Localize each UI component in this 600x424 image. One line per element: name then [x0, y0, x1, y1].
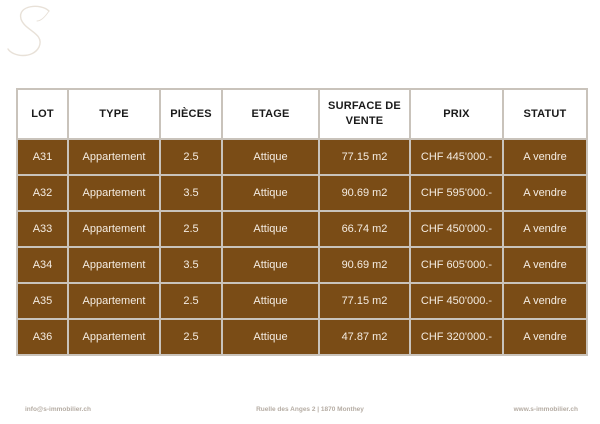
table-body: [17, 139, 587, 355]
footer-website[interactable]: www.s-immobilier.ch: [513, 406, 578, 413]
cell-statut: A vendre: [503, 175, 587, 211]
header-prix: PRIX: [410, 89, 503, 139]
cell-surface: 77.15 m2: [319, 283, 410, 319]
footer-address: Ruelle des Anges 2 | 1870 Monthey: [256, 406, 364, 413]
cell-etage: Attique: [222, 211, 319, 247]
cell-surface: 90.69 m2: [319, 175, 410, 211]
header-etage: ETAGE: [222, 89, 319, 139]
cell-prix: CHF 450'000.-: [410, 211, 503, 247]
header-statut: STATUT: [503, 89, 587, 139]
table-row: [17, 319, 587, 355]
cell-statut: A vendre: [503, 211, 587, 247]
cell-prix: CHF 445'000.-: [410, 139, 503, 175]
cell-statut: A vendre: [503, 247, 587, 283]
cell-surface: 77.15 m2: [319, 139, 410, 175]
cell-type: Appartement: [68, 283, 160, 319]
cell-pieces: 2.5: [160, 211, 222, 247]
cell-lot: A35: [17, 283, 68, 319]
table-row: [17, 247, 587, 283]
header-pieces: PIÈCES: [160, 89, 222, 139]
cell-surface: 90.69 m2: [319, 247, 410, 283]
cell-etage: Attique: [222, 175, 319, 211]
cell-lot: A36: [17, 319, 68, 355]
header-surface-line2: VENTE: [345, 115, 384, 127]
cell-etage: Attique: [222, 139, 319, 175]
cell-lot: A33: [17, 211, 68, 247]
table-header-row: [17, 89, 587, 139]
cell-pieces: 2.5: [160, 283, 222, 319]
cell-etage: Attique: [222, 247, 319, 283]
cell-lot: A32: [17, 175, 68, 211]
s-monogram-icon: [5, 3, 53, 61]
cell-statut: A vendre: [503, 319, 587, 355]
cell-type: Appartement: [68, 247, 160, 283]
cell-etage: Attique: [222, 319, 319, 355]
header-surface: [319, 89, 410, 139]
cell-prix: CHF 605'000.-: [410, 247, 503, 283]
table-row: [17, 211, 587, 247]
cell-surface: 47.87 m2: [319, 319, 410, 355]
table-row: [17, 139, 587, 175]
table-row: [17, 175, 587, 211]
cell-prix: CHF 450'000.-: [410, 283, 503, 319]
cell-pieces: 2.5: [160, 139, 222, 175]
cell-prix: CHF 320'000.-: [410, 319, 503, 355]
lots-table: [16, 88, 588, 356]
cell-surface: 66.74 m2: [319, 211, 410, 247]
cell-lot: A34: [17, 247, 68, 283]
cell-pieces: 3.5: [160, 247, 222, 283]
header-surface-line1: SURFACE DE: [328, 100, 401, 112]
lots-table-container: [16, 88, 586, 354]
cell-pieces: 3.5: [160, 175, 222, 211]
cell-type: Appartement: [68, 175, 160, 211]
cell-type: Appartement: [68, 319, 160, 355]
cell-statut: A vendre: [503, 283, 587, 319]
header-type: TYPE: [68, 89, 160, 139]
footer-email[interactable]: info@s-immobilier.ch: [25, 406, 91, 413]
header-lot: LOT: [17, 89, 68, 139]
cell-statut: A vendre: [503, 139, 587, 175]
cell-etage: Attique: [222, 283, 319, 319]
cell-prix: CHF 595'000.-: [410, 175, 503, 211]
cell-lot: A31: [17, 139, 68, 175]
cell-type: Appartement: [68, 211, 160, 247]
table-row: [17, 283, 587, 319]
cell-pieces: 2.5: [160, 319, 222, 355]
cell-type: Appartement: [68, 139, 160, 175]
